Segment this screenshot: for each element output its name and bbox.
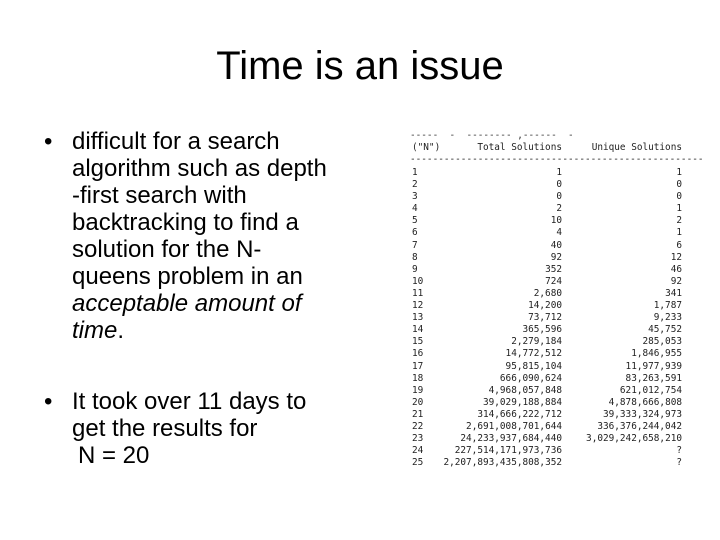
cell-unique: 6 (676, 239, 682, 251)
table-row (410, 167, 686, 179)
header-total-solutions: Total Solutions (477, 142, 562, 153)
cell-total: 724 (545, 275, 562, 287)
cell-unique: 285,053 (642, 336, 682, 348)
cell-n: 15 (412, 336, 424, 348)
bullet-line: queens problem in an (72, 263, 303, 290)
table-row (410, 240, 686, 252)
cell-unique: 341 (665, 287, 682, 299)
cell-unique: ? (676, 445, 682, 457)
table-header-row (410, 142, 686, 154)
table-row (410, 385, 686, 397)
cell-total: 1 (556, 167, 562, 178)
cell-n: 2 (412, 179, 418, 191)
cell-unique: 621,012,754 (619, 384, 682, 396)
table-row (410, 336, 686, 348)
table-row (410, 373, 686, 385)
header-unique-solutions: Unique Solutions (591, 142, 682, 153)
cell-n: 7 (412, 239, 418, 251)
cell-n: 11 (412, 287, 424, 299)
slide-title: Time is an issue (216, 44, 504, 88)
table-row (410, 276, 686, 288)
table-row (410, 264, 686, 276)
cell-unique: 0 (676, 179, 682, 191)
cell-total: 95,815,104 (505, 360, 562, 372)
table-row (410, 312, 686, 324)
bullet-line-italic: acceptable amount of (72, 290, 302, 317)
cell-total: 2,207,893,435,808,352 (443, 457, 562, 469)
cell-n: 14 (412, 324, 424, 336)
cell-unique: 336,376,244,042 (597, 420, 682, 432)
cell-n: 18 (412, 372, 424, 384)
bullet-line: It took over 11 days to (72, 388, 307, 415)
bullet-line: algorithm such as depth (72, 155, 327, 182)
cell-n: 13 (412, 312, 424, 324)
header-n: ("N") (412, 142, 441, 153)
cell-total: 4,968,057,848 (488, 384, 562, 396)
bullet-line: -first search with (72, 182, 247, 209)
cell-unique: 1,787 (653, 300, 682, 312)
cell-unique: 3,029,242,658,210 (586, 433, 682, 445)
cell-total: 14,772,512 (505, 348, 562, 360)
table-cut-header: ----- - -------- ,------ - (410, 130, 574, 141)
cell-total: 24,233,937,684,440 (460, 433, 562, 445)
table-row (410, 203, 686, 215)
cell-unique: 39,333,324,973 (602, 408, 682, 420)
cell-total: 2,279,184 (511, 336, 562, 348)
n-queens-solutions-table (410, 130, 704, 469)
cell-n: 12 (412, 300, 424, 312)
cell-unique: 0 (676, 191, 682, 203)
bullet-marker: • (44, 388, 53, 415)
cell-unique: 46 (670, 263, 682, 275)
cell-n: 10 (412, 275, 424, 287)
cell-unique: 2 (676, 215, 682, 227)
cell-unique: 1 (676, 167, 682, 178)
cell-n: 4 (412, 203, 418, 215)
table-row (410, 409, 686, 421)
bullet-line: backtracking to find a (72, 209, 299, 236)
table-body (410, 167, 686, 469)
cell-n: 21 (412, 408, 424, 420)
cell-unique: 83,263,591 (625, 372, 682, 384)
cell-unique: 45,752 (648, 324, 682, 336)
bullet-line: difficult for a search (72, 128, 280, 155)
table-row (410, 179, 686, 191)
table-row (410, 445, 686, 457)
cell-n: 9 (412, 263, 418, 275)
cell-total: 2,680 (533, 287, 562, 299)
cell-unique: 11,977,939 (625, 360, 682, 372)
table-row (410, 191, 686, 203)
cell-total: 4 (556, 227, 562, 239)
cell-n: 6 (412, 227, 418, 239)
cell-total: 365,596 (522, 324, 562, 336)
cell-total: 10 (550, 215, 562, 227)
cell-unique: 12 (670, 251, 682, 263)
table-row (410, 288, 686, 300)
cell-total: 14,200 (528, 300, 562, 312)
cell-total: 40 (550, 239, 562, 251)
table-row (410, 324, 686, 336)
cell-total: 352 (545, 263, 562, 275)
table-row (410, 252, 686, 264)
cell-n: 17 (412, 360, 424, 372)
table-row (410, 348, 686, 360)
bullet-item-difficulty (44, 128, 384, 344)
cell-n: 3 (412, 191, 418, 203)
bullet-line: N = 20 (78, 442, 150, 469)
cell-unique: 1,846,955 (631, 348, 682, 360)
cell-n: 24 (412, 445, 424, 457)
bullet-line: solution for the N- (72, 236, 262, 263)
bullet-marker: • (44, 128, 53, 155)
cell-n: 16 (412, 348, 424, 360)
table-row (410, 215, 686, 227)
bullet-line-italic: time. (72, 317, 125, 344)
cell-total: 227,514,171,973,736 (454, 445, 562, 457)
table-row (410, 361, 686, 373)
cell-unique: ? (676, 457, 682, 469)
cell-total: 2 (556, 203, 562, 215)
table-row (410, 227, 686, 239)
cell-unique: 1 (676, 227, 682, 239)
table-row (410, 433, 686, 445)
bullet-item-duration (44, 388, 384, 469)
cell-unique: 4,878,666,808 (608, 396, 682, 408)
cell-total: 314,666,222,712 (477, 408, 562, 420)
cell-total: 0 (556, 191, 562, 203)
bullet-line: get the results for (72, 415, 258, 442)
cell-total: 666,090,624 (499, 372, 562, 384)
cell-n: 22 (412, 420, 424, 432)
cell-n: 8 (412, 251, 418, 263)
cell-n: 25 (412, 457, 424, 469)
table-row (410, 421, 686, 433)
cell-total: 39,029,188,884 (482, 396, 562, 408)
cell-n: 20 (412, 396, 424, 408)
cell-total: 92 (550, 251, 562, 263)
cell-unique: 1 (676, 203, 682, 215)
table-rule: ---------------------------------------------------- (410, 154, 704, 165)
cell-n: 1 (412, 167, 418, 178)
cell-n: 5 (412, 215, 418, 227)
cell-unique: 9,233 (653, 312, 682, 324)
table-row (410, 457, 686, 469)
cell-total: 73,712 (528, 312, 562, 324)
cell-n: 23 (412, 433, 424, 445)
bullet-list (44, 128, 384, 469)
cell-n: 19 (412, 384, 424, 396)
table-row (410, 300, 686, 312)
cell-unique: 92 (670, 275, 682, 287)
table-row (410, 397, 686, 409)
cell-total: 0 (556, 179, 562, 191)
cell-total: 2,691,008,701,644 (466, 420, 562, 432)
